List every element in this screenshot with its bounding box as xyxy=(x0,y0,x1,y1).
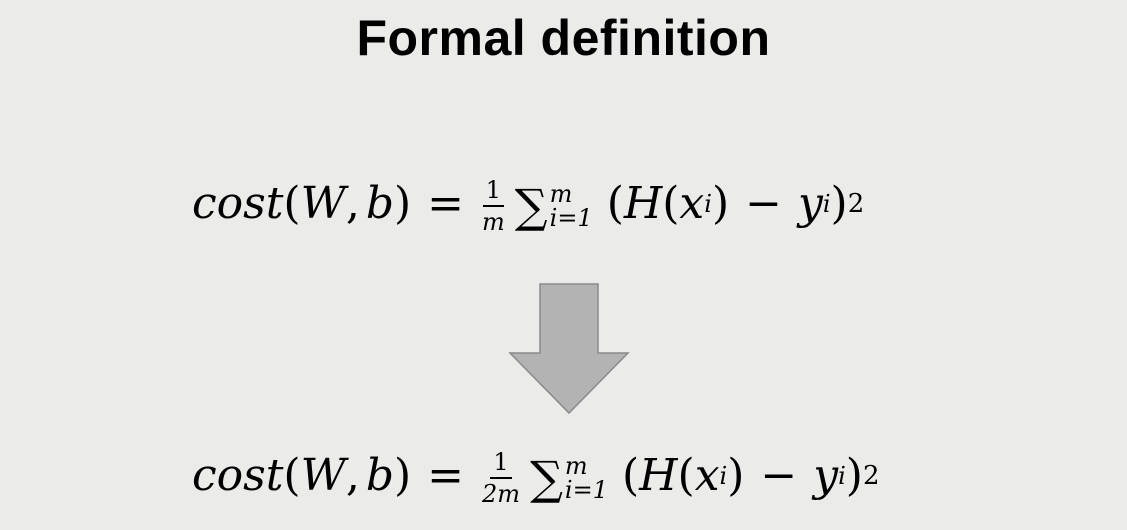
variable-y: y xyxy=(797,178,823,229)
fraction-numerator: 1 xyxy=(490,449,511,479)
down-arrow-icon xyxy=(508,283,630,415)
equals-sign: = xyxy=(427,178,465,229)
sum-upper-limit: m xyxy=(564,452,588,480)
subscript-i: i xyxy=(719,462,728,490)
sum-lower-limit: i=1 xyxy=(549,204,593,232)
equals-sign: = xyxy=(427,450,465,501)
variable-x: x xyxy=(694,450,720,501)
variable-x: x xyxy=(679,178,705,229)
minus-sign: − xyxy=(760,450,798,501)
sigma-symbol: ∑ xyxy=(514,179,548,233)
sigma-symbol: ∑ xyxy=(530,451,563,505)
fraction-numerator: 1 xyxy=(483,177,504,207)
sum-lower-limit: i=1 xyxy=(564,476,608,504)
summation xyxy=(514,179,593,233)
subscript-i: i xyxy=(704,190,712,218)
fraction xyxy=(482,177,505,235)
fraction-denominator: 2m xyxy=(482,480,521,508)
fraction xyxy=(482,449,520,507)
param-b: b xyxy=(365,178,394,229)
subscript-i: i xyxy=(838,462,846,490)
fraction-denominator: m xyxy=(482,208,505,236)
variable-y: y xyxy=(813,450,839,501)
cost-equation-modified: cost ( W , b ) = $\frac{1}{2m}$ ∑ m i=1 ( H ( x i ) − y i ) 2 xyxy=(192,448,880,508)
cost-function-name: cost xyxy=(192,178,284,229)
param-w: W xyxy=(300,450,346,501)
param-b: b xyxy=(365,450,394,501)
minus-sign: − xyxy=(745,178,782,229)
slide-title: Formal definition xyxy=(356,10,771,66)
hypothesis-h: H xyxy=(639,450,678,501)
param-w: W xyxy=(300,178,346,229)
summation xyxy=(530,451,608,505)
sum-upper-limit: m xyxy=(549,180,573,208)
hypothesis-h: H xyxy=(623,178,663,229)
subscript-i: i xyxy=(822,190,831,218)
exponent: 2 xyxy=(847,189,865,219)
cost-equation-original: cost ( W , b ) = $\frac{1}{m}$ ∑ m i=1 ( H ( x i ) − y i ) 2 xyxy=(192,176,865,236)
cost-function-name: cost xyxy=(192,450,284,501)
exponent: 2 xyxy=(862,461,880,491)
